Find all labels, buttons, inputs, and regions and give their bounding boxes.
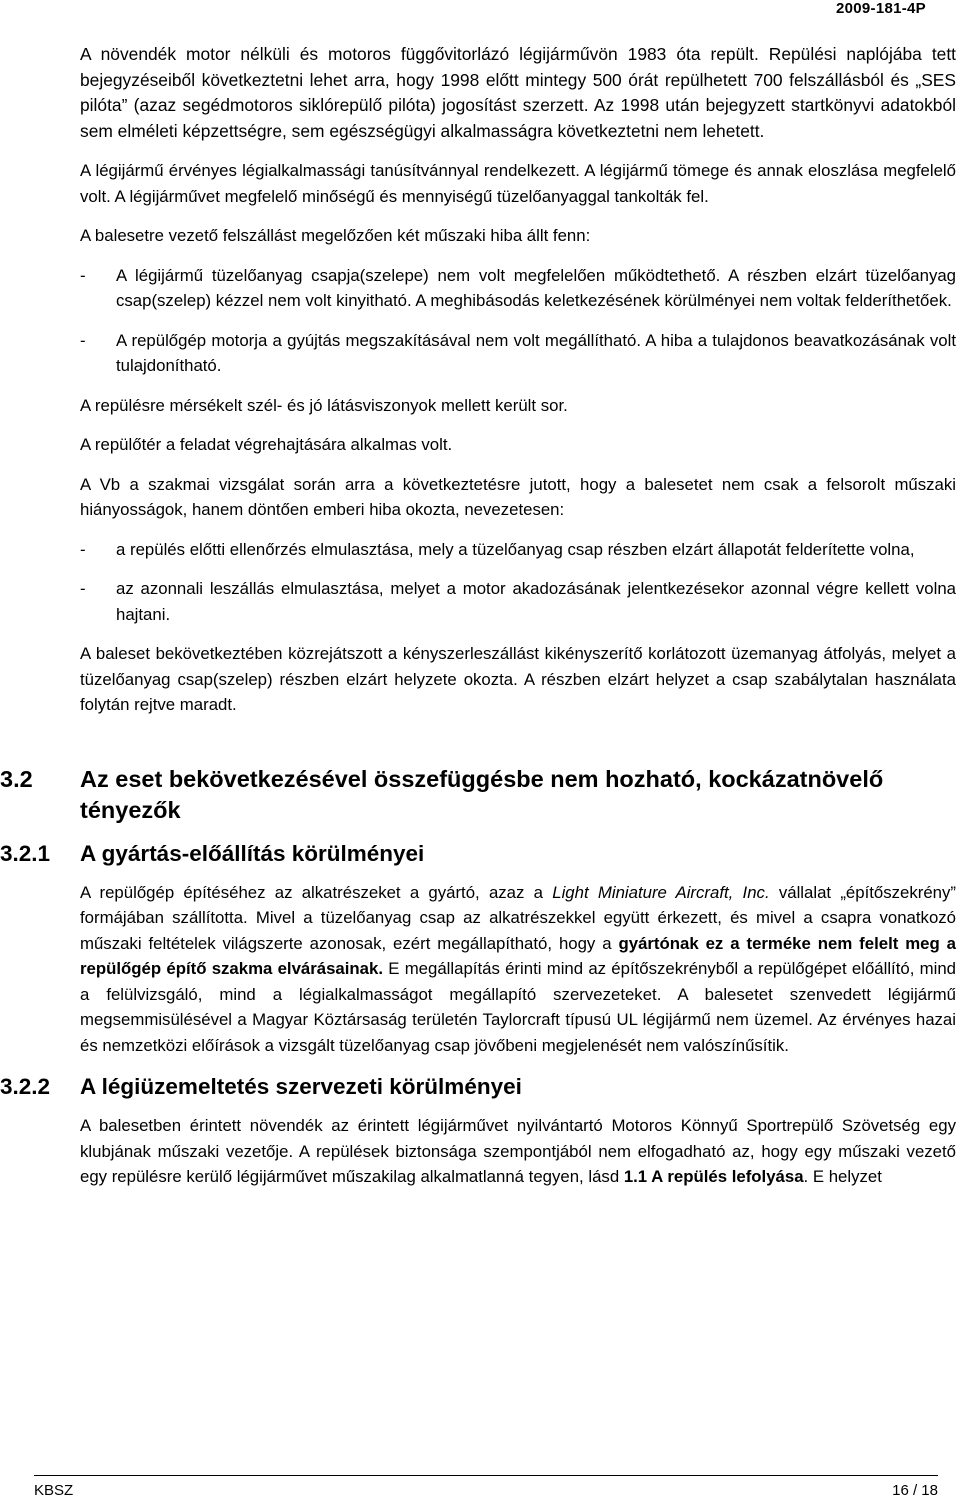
paragraph-operations — [80, 1113, 956, 1190]
text-run: . E helyzet — [803, 1167, 882, 1186]
text-run: A balesetben érintett növendék az érintett légijárművet nyilvántartó Motoros Könnyű Sportrepülő Szövetség egy klubjának műszaki vezetője. A repülések biztonsága szempontjából nem elfogadható az, hogy egy műszaki vezető egy repülésre kerülő légijárművet műszakilag alkalmatlanná tegyen, lásd — [80, 1116, 956, 1186]
section-heading-3-2 — [0, 764, 956, 826]
paragraph-airworthiness: A légijármű érvényes légialkalmassági tanúsítvánnyal rendelkezett. A légijármű tömege és annak eloszlása megfelelő volt. A légijárművet megfelelő minőségű és mennyiségű tüzelőanyaggal tankolták fel. — [80, 161, 956, 206]
emphasized-finding: gyártónak ez a terméke nem felelt meg a repülőgép építő szakma elvárásainak. — [80, 933, 956, 978]
list-item: - a repülés előtti ellenőrzés elmulasztása, mely a tüzelőanyag csap részben elzárt állapotát felderítette volna, — [80, 537, 956, 563]
text-run: E megállapítás érinti mind az építőszekrényből a repülőgépet előállító, mind a felülvizsgáló, mind a légialkalmasságot megállapító szervezeteket. A balesetet szenvedett légijármű megsemmisülésével a Magyar Köztársaság területén Taylorcraft típusú UL légijármű nem üzemel. Az érvényes hazai és nemzetközi előírások a vizsgált tüzelőanyag csap jövőbeni megjelenését nem valószínűsítik. — [80, 959, 956, 1055]
page-footer — [34, 1475, 938, 1504]
document-id: 2009-181-4P — [835, 0, 926, 17]
paragraph-airfield: A repülőtér a feladat végrehajtására alkalmas volt. — [80, 435, 453, 454]
paragraph-conclusion: A Vb a szakmai vizsgálat során arra a következtetésre jutott, hogy a balesetet nem csak a felsorolt műszaki hiányosságok, hanem döntően emberi hiba okozta, nevezetesen: — [80, 474, 956, 519]
text-run: A repülőgép építéséhez az alkatrészeket a gyártó, azaz a — [80, 882, 553, 902]
list-item: - az azonnali leszállás elmulasztása, melyet a motor akadozásának jelentkezésekor azonnal végre kellett volna hajtani. — [80, 576, 956, 627]
page-content — [0, 42, 956, 1204]
manufacturer-name: Light Miniature Aircraft, Inc. — [552, 882, 770, 902]
section-heading-3-2-1 — [0, 839, 956, 869]
paragraph-contributing-factor: A baleset bekövetkeztében közrejátszott a kényszerleszállást kikényszerítő korlátozott üzemanyag átfolyás, melyet a tüzelőanyag csap(szelep) részben elzárt helyzete okozta. A részben elzárt helyzet a csap szabálytalan használata folytán rejtve maradt. — [80, 644, 956, 714]
section-title: Az eset bekövetkezésével összefüggésbe nem hozható, kockázatnövelő tényezők — [80, 765, 884, 823]
paragraph-technical-faults-intro: A balesetre vezető felszállást megelőzően két műszaki hiba állt fenn: — [80, 226, 591, 245]
technical-faults-list — [80, 263, 956, 379]
section-heading-3-2-2 — [0, 1072, 956, 1102]
text-run: vállalat „építőszekrény” formájában szállította. Mivel a tüzelőanyag csap az alkatrészekkel együtt érkezett, és mivel a csapra vonatkozó műszaki feltételek világszerte azonosak, ezért megállapítható, hogy a — [80, 882, 956, 953]
section-number: 3.2.2 — [0, 1074, 51, 1099]
section-number: 3.2 — [0, 765, 33, 792]
paragraph-pilot-experience: A növendék motor nélküli és motoros függővitorlázó légijárművön 1983 óta repült. Repülési naplójába tett bejegyzéseiből következtetni lehet arra, hogy 1998 előtt mintegy 500 órát repülhetett 700 felszállásból és „SES pilóta” (azaz segédmotoros siklórepülő pilóta) jogosítást szerzett. Az 1998 után bejegyzett startkönyvi adatokból sem elméleti képzettségre, sem egészségügyi alkalmasságra következtetni nem lehetett. — [80, 44, 956, 141]
section-title: A gyártás-előállítás körülményei — [80, 840, 425, 866]
human-errors-list — [80, 537, 956, 628]
list-item: - A légijármű tüzelőanyag csapja(szelepe) nem volt megfelelően működtethető. A részben elzárt tüzelőanyag csap(szelep) kézzel nem volt kinyitható. A meghibásodás keletkezésének körülményei nem voltak felderíthetőek. — [80, 263, 956, 314]
footer-organization: KBSZ — [34, 1482, 74, 1499]
section-number: 3.2.1 — [0, 840, 51, 866]
paragraph-weather: A repülésre mérsékelt szél- és jó látásviszonyok mellett került sor. — [80, 395, 568, 415]
section-title: A légiüzemeltetés szervezeti körülményei — [80, 1074, 522, 1099]
section-reference: 1.1 A repülés lefolyása — [623, 1167, 804, 1186]
list-item: - A repülőgép motorja a gyújtás megszakításával nem volt megállítható. A hiba a tulajdonos beavatkozásának volt tulajdonítható. — [80, 328, 956, 379]
page-number: 16 / 18 — [892, 1482, 938, 1499]
paragraph-manufacturing — [80, 880, 956, 1059]
